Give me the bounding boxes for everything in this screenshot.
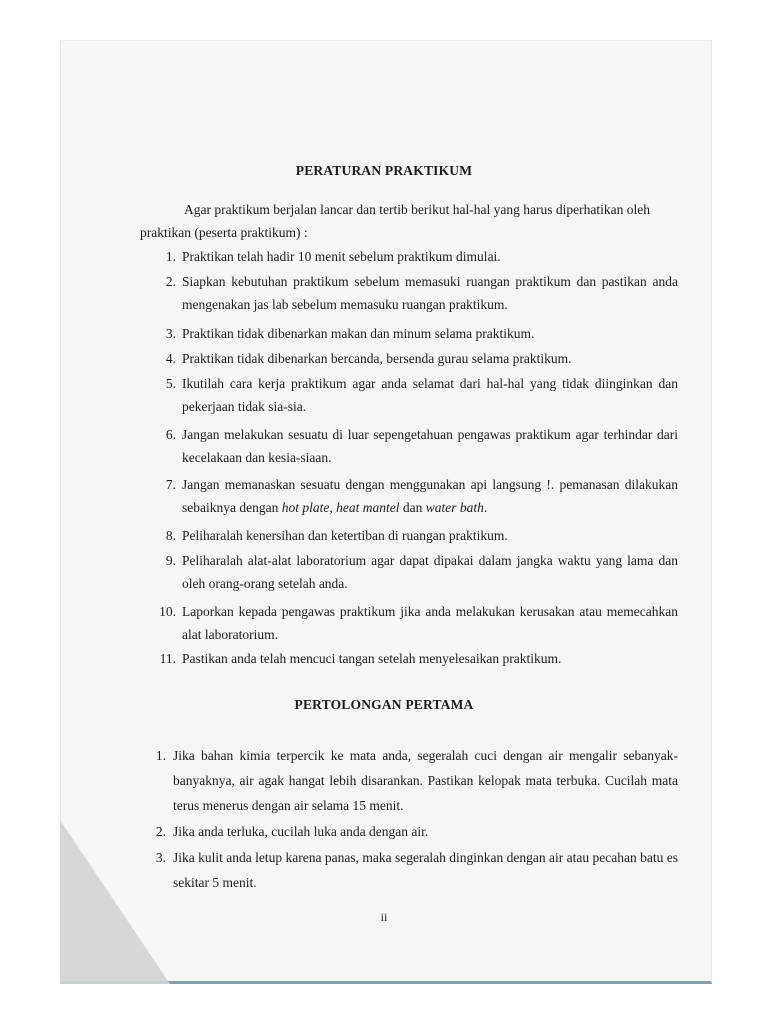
- item-text: Siapkan kebutuhan praktikum sebelum memasuki ruangan praktikum dan pastikan anda mengenakan jas lab sebelum memasuku ruangan praktikum.: [182, 274, 678, 312]
- item-separator: dan: [399, 500, 426, 515]
- item-text: Jika anda terluka, cucilah luka anda dengan air.: [173, 824, 429, 839]
- section-title-peraturan: PERATURAN PRAKTIKUM: [295, 163, 473, 178]
- item-number: 8.: [165, 528, 176, 543]
- item-number: 5.: [165, 376, 176, 391]
- item-number: 9.: [165, 553, 176, 568]
- item-number: 11.: [159, 651, 176, 666]
- item-text: Jika kulit anda letup karena panas, maka segeralah dinginkan dengan air atau pecahan batu es sekitar 5 menit.: [173, 850, 678, 890]
- item-text: Peliharalah kenersihan dan ketertiban di ruangan praktikum.: [182, 528, 508, 543]
- item-text: Peliharalah alat-alat laboratorium agar dapat dipakai dalam jangka waktu yang lama dan oleh orang-orang setelah anda.: [182, 553, 678, 591]
- intro-line-1: Agar praktikum berjalan lancar dan tertib berikut hal-hal yang harus diperhatikan oleh: [184, 202, 650, 217]
- item-number: 10.: [159, 604, 176, 619]
- item-text-part: Jangan memanaskan sesuatu dengan menggunakan api langsung !. pemanasan dilakukan sebaiknya dengan: [182, 477, 678, 515]
- item-text: [182, 473, 678, 519]
- item-number: 3.: [165, 326, 176, 341]
- item-text: Ikutilah cara kerja praktikum agar anda selamat dari hal-hal yang tidak diinginkan dan pekerjaan tidak sia-sia.: [182, 376, 678, 414]
- item-number: 4.: [165, 351, 176, 366]
- item-text: Laporkan kepada pengawas praktikum jika anda melakukan kerusakan atau memecahkan alat laboratorium.: [182, 604, 678, 642]
- intro-line-2: praktikan (peserta praktikum) :: [140, 225, 308, 240]
- item-number: 7.: [165, 477, 176, 492]
- item-term-heat-mantel: heat mantel: [336, 500, 400, 515]
- intro-paragraph: [140, 198, 678, 244]
- item-text: Praktikan tidak dibenarkan makan dan minum selama praktikum.: [182, 326, 535, 341]
- item-text: Pastikan anda telah mencuci tangan setelah menyelesaikan praktikum.: [182, 651, 562, 666]
- item-text: Praktikan telah hadir 10 menit sebelum praktikum dimulai.: [182, 249, 501, 264]
- section-title-pertolongan: PERTOLONGAN PERTAMA: [294, 697, 474, 712]
- item-number: 6.: [165, 427, 176, 442]
- item-text: Jika bahan kimia terpercik ke mata anda, segeralah cuci dengan air mengalir sebanyak-banyaknya, air agak hangat lebih disarankan. Pastikan kelopak mata terbuka. Cucilah mata terus menerus dengan air selama 15 menit.: [173, 748, 678, 813]
- item-separator: ,: [329, 500, 337, 515]
- item-text: Praktikan tidak dibenarkan bercanda, bersenda gurau selama praktikum.: [182, 351, 572, 366]
- item-number: 1.: [165, 249, 176, 264]
- item-number: 2.: [155, 824, 166, 839]
- item-end: .: [483, 500, 488, 515]
- page-number: ii: [380, 910, 388, 924]
- item-number: 2.: [165, 274, 176, 289]
- item-number: 1.: [155, 748, 166, 763]
- item-term-hot-plate: hot plate: [281, 500, 330, 515]
- item-text: Jangan melakukan sesuatu di luar sepengetahuan pengawas praktikum agar terhindar dari kecelakaan dan kesia-siaan.: [182, 427, 678, 465]
- item-term-water-bath: water bath: [425, 500, 484, 515]
- item-number: 3.: [155, 850, 166, 865]
